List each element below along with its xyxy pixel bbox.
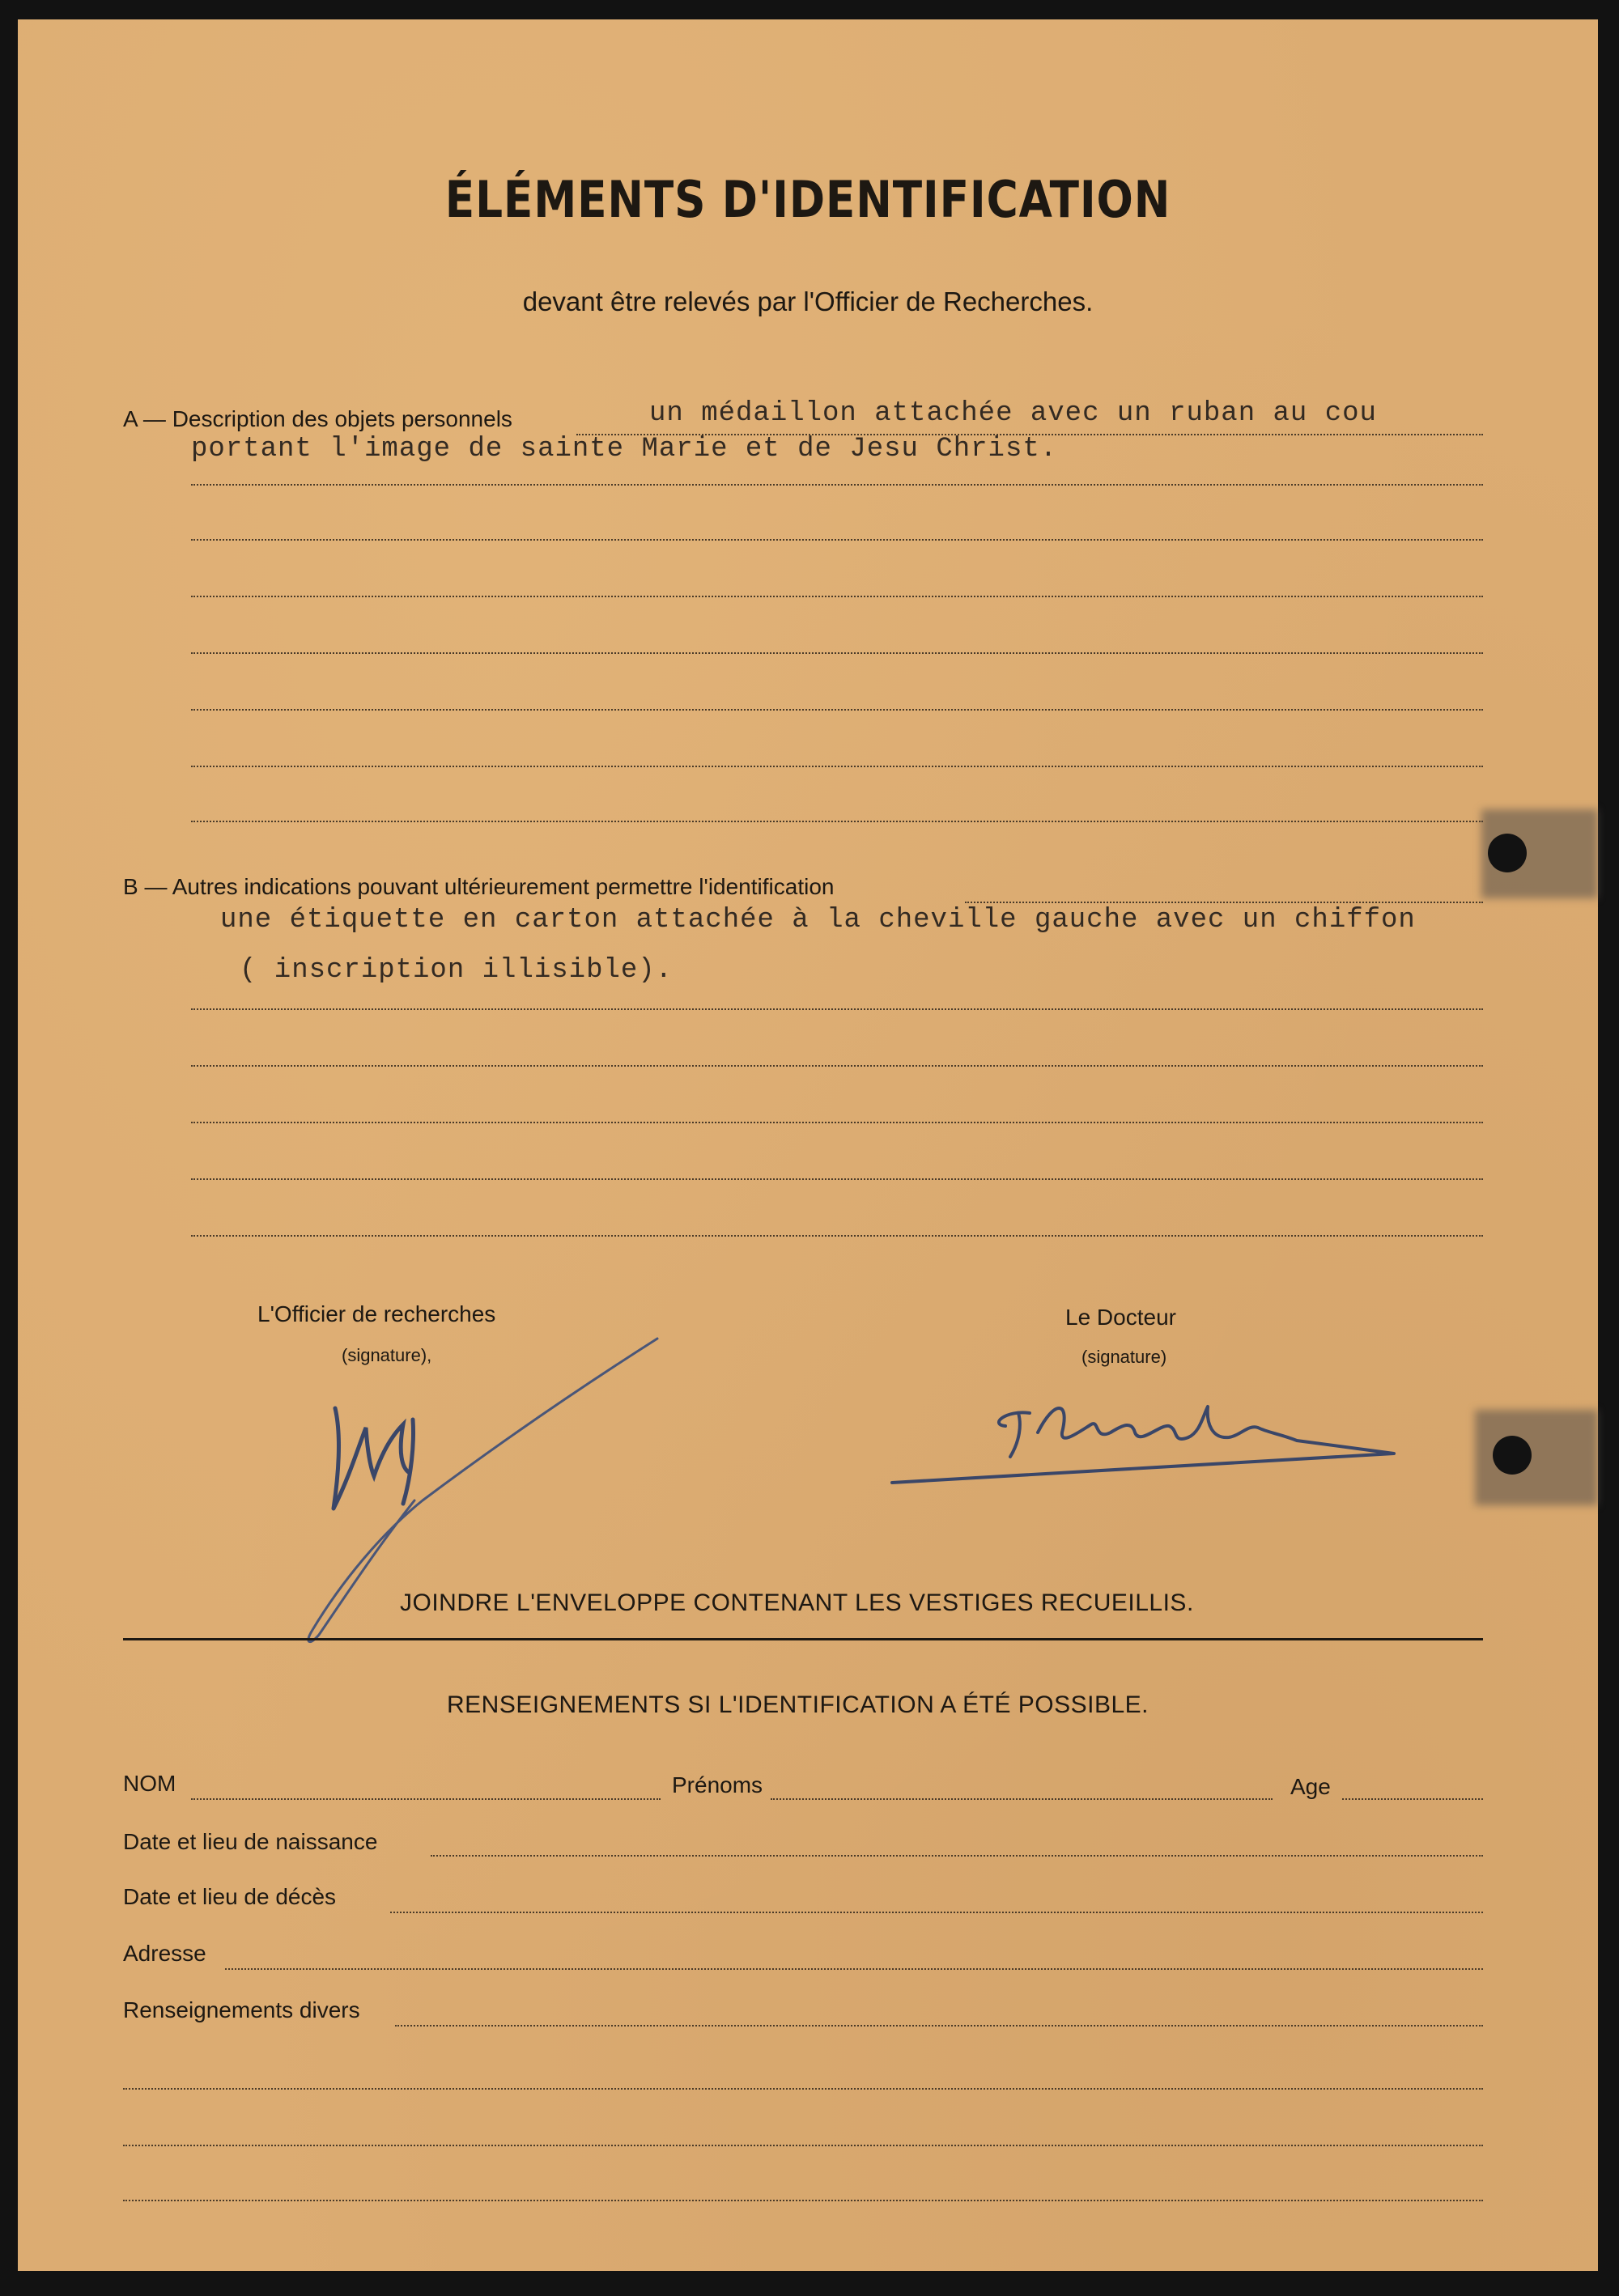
envelope-instruction: JOINDRE L'ENVELOPPE CONTENANT LES VESTIGES RECUEILLIS.: [400, 1589, 1194, 1616]
form-page: [18, 19, 1598, 2271]
form-title: ÉLÉMENTS D'IDENTIFICATION: [444, 170, 1171, 229]
identification-heading: RENSEIGNEMENTS SI L'IDENTIFICATION A ÉTÉ POSSIBLE.: [447, 1691, 1149, 1718]
age-field[interactable]: [1342, 1798, 1483, 1800]
death-field[interactable]: [390, 1912, 1483, 1913]
misc-label: Renseignements divers: [123, 1997, 360, 2022]
nom-field[interactable]: [191, 1798, 661, 1800]
binder-hole-top-icon: [1488, 834, 1527, 872]
section-a-label: A — Description des objets personnels: [123, 406, 512, 431]
misc-field-line-4[interactable]: [123, 2200, 1483, 2201]
section-divider: [123, 1638, 1483, 1640]
nom-label: NOM: [123, 1771, 176, 1796]
age-label: Age: [1290, 1774, 1331, 1799]
section-a-typed-line-2: portant l'image de sainte Marie et de Jesu Christ.: [191, 434, 1058, 465]
section-b-line-6: [191, 1235, 1483, 1237]
prenoms-label: Prénoms: [672, 1772, 763, 1797]
section-a-line-6: [191, 709, 1483, 711]
misc-field-line-1[interactable]: [395, 2025, 1483, 2027]
section-a-line-5: [191, 652, 1483, 654]
section-a-line-7: [191, 766, 1483, 767]
section-b-line-3: [191, 1065, 1483, 1067]
misc-field-line-2[interactable]: [123, 2088, 1483, 2090]
section-b-typed-line-1: une étiquette en carton attachée à la cheville gauche avec un chiffon: [220, 905, 1416, 936]
misc-field-line-3[interactable]: [123, 2145, 1483, 2146]
death-label: Date et lieu de décès: [123, 1884, 337, 1909]
section-a-typed-line-1: un médaillon attachée avec un ruban au cou: [649, 398, 1377, 429]
section-b-line-4: [191, 1122, 1483, 1123]
doctor-signature-icon: [876, 1368, 1410, 1505]
doctor-signature-hint: (signature): [1081, 1347, 1167, 1367]
section-a-line-4: [191, 596, 1483, 597]
officer-label: L'Officier de recherches: [257, 1301, 496, 1326]
birth-field[interactable]: [431, 1855, 1483, 1857]
section-b-line-2: [191, 1008, 1483, 1010]
section-a-line-2: [191, 484, 1483, 486]
prenoms-field[interactable]: [771, 1798, 1273, 1800]
binder-hole-bottom-icon: [1493, 1436, 1532, 1475]
section-b-label: B — Autres indications pouvant ultérieurement permettre l'identification: [123, 874, 835, 899]
form-subtitle: devant être relevés par l'Officier de Recherches.: [522, 286, 1094, 316]
section-a-line-8: [191, 821, 1483, 822]
doctor-label: Le Docteur: [1065, 1305, 1176, 1330]
address-field[interactable]: [225, 1968, 1483, 1970]
officer-signature-hint: (signature),: [342, 1345, 432, 1365]
section-a-line-3: [191, 539, 1483, 541]
birth-label: Date et lieu de naissance: [123, 1829, 378, 1854]
section-b-line-1: [965, 902, 1483, 903]
address-label: Adresse: [123, 1941, 206, 1966]
section-b-typed-line-2: ( inscription illisible).: [240, 955, 674, 986]
section-b-line-5: [191, 1178, 1483, 1180]
